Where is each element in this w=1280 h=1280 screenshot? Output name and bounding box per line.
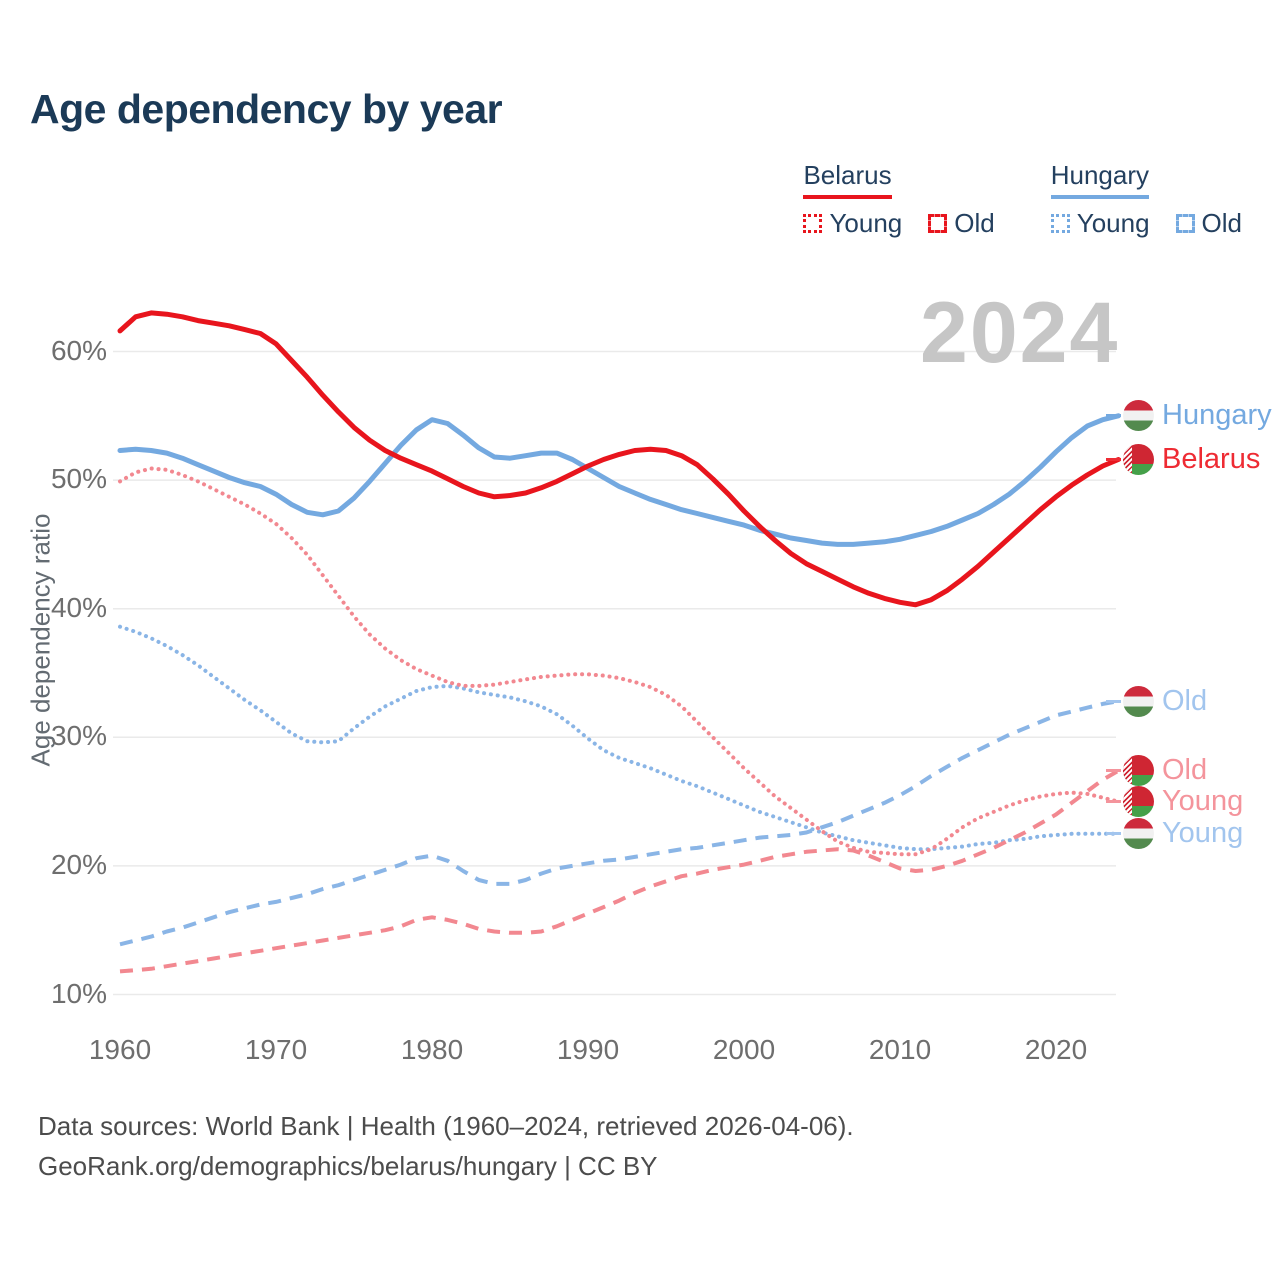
end-label-hungary-old <box>1106 685 1207 717</box>
y-tick-label: 20% <box>50 848 107 880</box>
hungary-flag-icon <box>1123 818 1154 849</box>
connector-line <box>1106 769 1121 772</box>
legend-item-hungary-old[interactable] <box>1176 208 1242 239</box>
connector-line <box>1106 700 1121 703</box>
connector-line <box>1106 414 1121 417</box>
watermark-year: 2024 <box>920 285 1120 381</box>
end-label-hungary-total <box>1106 400 1272 432</box>
end-label-belarus-young <box>1106 786 1243 818</box>
footer <box>38 1106 854 1186</box>
legend-group-belarus <box>803 160 994 239</box>
legend-item-label: Young <box>829 208 903 238</box>
dotted-swatch-icon <box>1051 214 1070 233</box>
y-tick-label: 50% <box>50 463 107 495</box>
hungary-flag-icon <box>1123 400 1154 431</box>
belarus-flag-icon <box>1123 444 1154 475</box>
legend-item-label: Old <box>1201 208 1242 238</box>
y-tick-label: 40% <box>50 591 107 623</box>
connector-line <box>1106 800 1121 803</box>
legend-item-label: Young <box>1076 208 1150 238</box>
footer-attribution-line: GeoRank.org/demographics/belarus/hungary | CC BY <box>38 1151 658 1181</box>
page-title: Age dependency by year <box>30 86 503 132</box>
x-tick-label: 1970 <box>244 1034 308 1065</box>
dashed-swatch-icon <box>928 214 947 233</box>
end-label-text: Young <box>1162 817 1244 850</box>
footer-source-line: Data sources: World Bank | Health (1960–2024, retrieved 2026-04-06). <box>38 1111 854 1141</box>
y-tick-label: 60% <box>50 334 107 366</box>
end-label-belarus-old <box>1106 755 1207 787</box>
legend-items-belarus <box>803 208 994 239</box>
end-label-text: Belarus <box>1162 443 1261 476</box>
connector-line <box>1106 832 1121 835</box>
x-tick-label: 1960 <box>88 1034 152 1065</box>
legend-item-hungary-young[interactable] <box>1051 208 1150 239</box>
end-label-hungary-young <box>1106 818 1243 850</box>
x-tick-label: 1980 <box>400 1034 464 1065</box>
dashed-swatch-icon <box>1176 214 1195 233</box>
legend-item-belarus-old[interactable] <box>928 208 994 239</box>
x-tick-label: 2020 <box>1024 1034 1088 1065</box>
end-label-text: Hungary <box>1162 399 1272 432</box>
y-tick-label: 10% <box>50 977 107 1009</box>
legend-items-hungary <box>1051 208 1242 239</box>
legend-country-hungary[interactable]: Hungary <box>1051 160 1149 199</box>
x-tick-label: 2000 <box>712 1034 776 1065</box>
dotted-swatch-icon <box>803 214 822 233</box>
hungary-flag-icon <box>1123 686 1154 717</box>
x-tick-label: 1990 <box>556 1034 620 1065</box>
x-tick-label: 2010 <box>868 1034 932 1065</box>
end-label-belarus-total <box>1106 444 1260 476</box>
y-axis-title: Age dependency ratio <box>25 513 56 767</box>
end-label-text: Old <box>1162 684 1208 717</box>
y-tick-label: 30% <box>50 720 107 752</box>
legend-group-hungary <box>1051 160 1242 239</box>
legend-item-belarus-young[interactable] <box>803 208 902 239</box>
belarus-flag-icon <box>1123 786 1154 817</box>
legend-country-belarus[interactable]: Belarus <box>803 160 891 199</box>
end-label-text: Old <box>1162 754 1208 787</box>
connector-line <box>1106 458 1121 461</box>
belarus-flag-icon <box>1123 755 1154 786</box>
end-label-text: Young <box>1162 785 1244 818</box>
legend <box>803 160 1242 239</box>
legend-item-label: Old <box>954 208 995 238</box>
